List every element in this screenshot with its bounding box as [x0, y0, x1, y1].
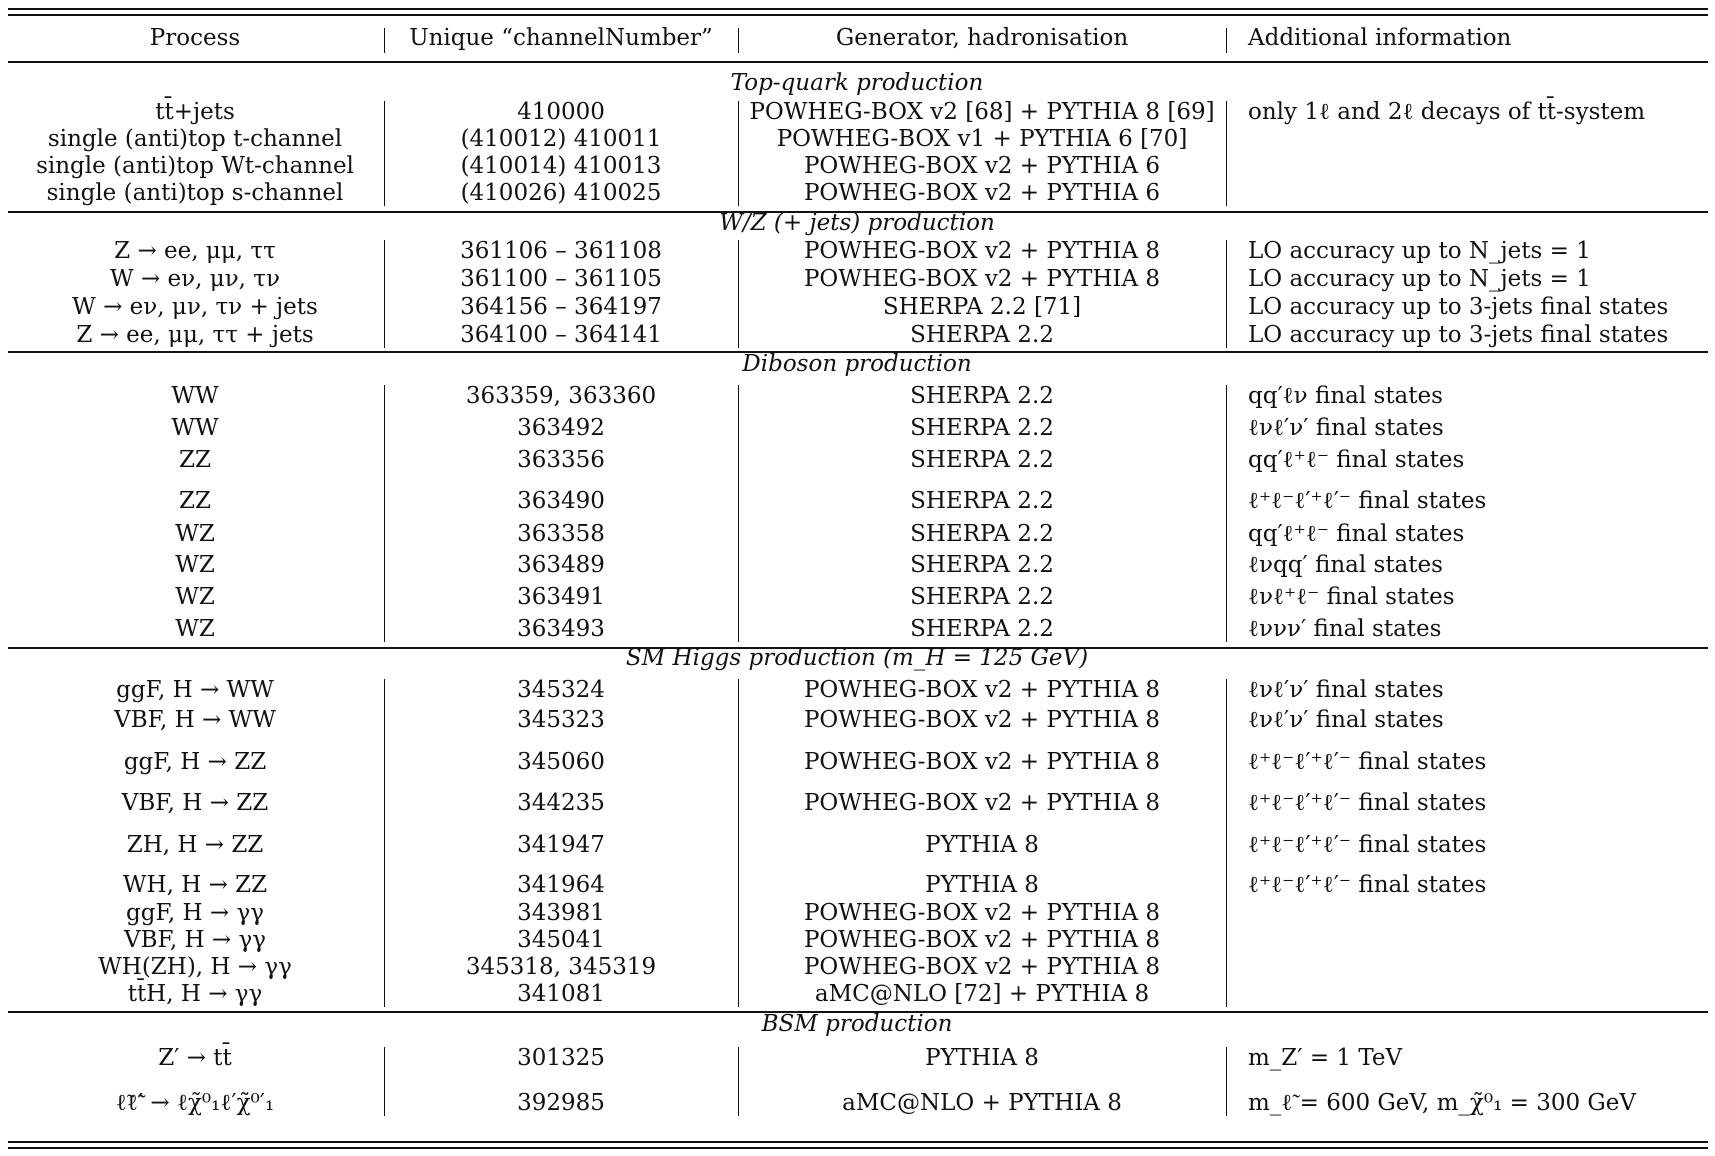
header-channel: Unique “channelNumber”: [409, 25, 713, 51]
top-rule-2: [8, 14, 1708, 16]
cell-process: Z → ee, μμ, ττ + jets: [76, 322, 314, 348]
cell-channel: 345060: [517, 749, 605, 775]
header-sep-1: [384, 28, 385, 53]
cell-process: single (anti)top s-channel: [46, 180, 344, 206]
cell-process: WW: [171, 383, 219, 409]
cell-process: WW: [171, 415, 219, 441]
header-sep-2: [738, 28, 739, 53]
cell-process: ggF, H → WW: [116, 677, 274, 703]
cell-generator: SHERPA 2.2: [910, 552, 1054, 578]
cell-info: qq′ℓ⁺ℓ⁻ final states: [1248, 521, 1465, 547]
cell-process: WZ: [175, 616, 215, 642]
cell-channel: 345323: [517, 707, 605, 733]
cell-process: WZ: [175, 521, 215, 547]
cell-channel: 364156 – 364197: [460, 294, 662, 320]
cell-generator: POWHEG-BOX v2 + PYTHIA 8: [803, 927, 1161, 953]
cell-process: VBF, H → ZZ: [121, 790, 269, 816]
cell-channel: 363490: [517, 488, 605, 514]
cell-process: WH, H → ZZ: [122, 872, 268, 898]
section-title: Top-quark production: [730, 70, 984, 96]
cell-generator: POWHEG-BOX v2 + PYTHIA 8: [803, 707, 1161, 733]
bottom-rule-2: [8, 1147, 1708, 1149]
cell-channel: 361106 – 361108: [460, 238, 662, 264]
cell-info: LO accuracy up to 3-jets final states: [1248, 322, 1669, 348]
cell-generator: POWHEG-BOX v2 [68] + PYTHIA 8 [69]: [749, 99, 1215, 125]
cell-process: WH(ZH), H → γγ: [98, 954, 292, 980]
cell-generator: SHERPA 2.2: [910, 447, 1054, 473]
cell-process: single (anti)top t-channel: [47, 126, 343, 152]
column-separator: [1226, 385, 1227, 642]
cell-channel: 361100 – 361105: [460, 266, 662, 292]
cell-channel: 343981: [517, 900, 605, 926]
section-title: BSM production: [761, 1011, 953, 1037]
cell-info: ℓνℓ⁺ℓ⁻ final states: [1248, 584, 1455, 610]
cell-generator: POWHEG-BOX v2 + PYTHIA 6: [803, 153, 1161, 179]
column-separator: [738, 1047, 739, 1116]
cell-process: ggF, H → γγ: [126, 900, 264, 926]
cell-process: W → eν, μν, τν: [109, 266, 281, 292]
cell-generator: PYTHIA 8: [925, 872, 1039, 898]
header-sep-3: [1226, 28, 1227, 53]
cell-channel: 301325: [517, 1045, 605, 1071]
cell-channel: 344235: [517, 790, 605, 816]
cell-channel: 341947: [517, 832, 605, 858]
column-separator: [384, 240, 385, 348]
header-info: Additional information: [1248, 25, 1512, 51]
cell-generator: PYTHIA 8: [925, 1045, 1039, 1071]
cell-channel: 341964: [517, 872, 605, 898]
cell-generator: aMC@NLO [72] + PYTHIA 8: [814, 981, 1150, 1007]
cell-info: ℓ⁺ℓ⁻ℓ′⁺ℓ′⁻ final states: [1248, 832, 1487, 858]
column-separator: [738, 679, 739, 1007]
cell-channel: 364100 – 364141: [460, 322, 662, 348]
cell-process: ℓ̃ℓ̃′ → ℓχ̃⁰₁ℓ′χ̃⁰′₁: [115, 1090, 275, 1116]
cell-process: VBF, H → γγ: [124, 927, 266, 953]
cell-info: ℓνℓ′ν′ final states: [1248, 677, 1444, 703]
column-separator: [1226, 240, 1227, 348]
cell-channel: 410000: [517, 99, 605, 125]
column-separator: [384, 1047, 385, 1116]
cell-generator: SHERPA 2.2: [910, 616, 1054, 642]
cell-generator: SHERPA 2.2: [910, 383, 1054, 409]
cell-generator: POWHEG-BOX v2 + PYTHIA 6: [803, 180, 1161, 206]
column-separator: [384, 385, 385, 642]
cell-info: m_ℓ̃ = 600 GeV, m_χ̃⁰₁ = 300 GeV: [1248, 1090, 1637, 1116]
cell-info: qq′ℓν final states: [1248, 383, 1443, 409]
cell-info: ℓννν′ final states: [1248, 616, 1442, 642]
cell-generator: POWHEG-BOX v2 + PYTHIA 8: [803, 238, 1161, 264]
column-separator: [1226, 1047, 1227, 1116]
column-separator: [1226, 101, 1227, 206]
cell-info: ℓ⁺ℓ⁻ℓ′⁺ℓ′⁻ final states: [1248, 872, 1487, 898]
cell-channel: 392985: [517, 1090, 605, 1116]
bottom-rule: [8, 1141, 1708, 1143]
top-rule: [8, 8, 1708, 10]
cell-channel: 363356: [517, 447, 605, 473]
cell-channel: 363491: [517, 584, 605, 610]
cell-info: ℓ⁺ℓ⁻ℓ′⁺ℓ′⁻ final states: [1248, 749, 1487, 775]
cell-process: tt̄H, H → γγ: [127, 981, 263, 1007]
cell-generator: POWHEG-BOX v2 + PYTHIA 8: [803, 677, 1161, 703]
column-separator: [738, 240, 739, 348]
cell-process: ZH, H → ZZ: [126, 832, 264, 858]
cell-process: VBF, H → WW: [114, 707, 276, 733]
section-title: Diboson production: [742, 351, 972, 377]
cell-generator: PYTHIA 8: [925, 832, 1039, 858]
cell-generator: POWHEG-BOX v2 + PYTHIA 8: [803, 790, 1161, 816]
cell-process: ZZ: [179, 447, 211, 473]
cell-channel: 363492: [517, 415, 605, 441]
cell-generator: SHERPA 2.2: [910, 521, 1054, 547]
cell-channel: 363358: [517, 521, 605, 547]
column-separator: [738, 385, 739, 642]
header-rule: [8, 61, 1708, 63]
cell-info: only 1ℓ and 2ℓ decays of tt̄-system: [1248, 99, 1646, 125]
cell-channel: (410026) 410025: [460, 180, 662, 206]
cell-process: W → eν, μν, τν + jets: [72, 294, 318, 320]
cell-process: WZ: [175, 552, 215, 578]
cell-generator: SHERPA 2.2 [71]: [882, 294, 1082, 320]
cell-info: ℓνℓ′ν′ final states: [1248, 707, 1444, 733]
cell-generator: POWHEG-BOX v2 + PYTHIA 8: [803, 954, 1161, 980]
cell-process: ZZ: [179, 488, 211, 514]
section-title: W/Z (+ jets) production: [719, 210, 995, 236]
cell-process: Z → ee, μμ, ττ: [114, 238, 276, 264]
cell-generator: SHERPA 2.2: [910, 322, 1054, 348]
cell-process: Z′ → tt̄: [158, 1045, 232, 1071]
cell-channel: 363359, 363360: [465, 383, 657, 409]
cell-channel: 363493: [517, 616, 605, 642]
cell-info: ℓνℓ′ν′ final states: [1248, 415, 1444, 441]
column-separator: [384, 101, 385, 206]
cell-generator: POWHEG-BOX v1 + PYTHIA 6 [70]: [776, 126, 1188, 152]
cell-info: LO accuracy up to N_jets = 1: [1248, 266, 1591, 292]
cell-process: WZ: [175, 584, 215, 610]
cell-generator: aMC@NLO + PYTHIA 8: [842, 1090, 1122, 1116]
column-separator: [384, 679, 385, 1007]
header-process: Process: [149, 25, 241, 51]
header-generator: Generator, hadronisation: [835, 25, 1129, 51]
cell-channel: 341081: [517, 981, 605, 1007]
cell-info: LO accuracy up to N_jets = 1: [1248, 238, 1591, 264]
cell-info: m_Z′ = 1 TeV: [1248, 1045, 1403, 1071]
cell-generator: POWHEG-BOX v2 + PYTHIA 8: [803, 900, 1161, 926]
cell-channel: 345318, 345319: [465, 954, 657, 980]
cell-info: ℓνqq′ final states: [1248, 552, 1443, 578]
cell-info: ℓ⁺ℓ⁻ℓ′⁺ℓ′⁻ final states: [1248, 790, 1487, 816]
cell-generator: POWHEG-BOX v2 + PYTHIA 8: [803, 266, 1161, 292]
cell-process: ggF, H → ZZ: [123, 749, 267, 775]
cell-channel: 363489: [517, 552, 605, 578]
section-title: SM Higgs production (m_H = 125 GeV): [625, 645, 1089, 671]
cell-generator: POWHEG-BOX v2 + PYTHIA 8: [803, 749, 1161, 775]
column-separator: [738, 101, 739, 206]
cell-info: qq′ℓ⁺ℓ⁻ final states: [1248, 447, 1465, 473]
cell-info: LO accuracy up to 3-jets final states: [1248, 294, 1669, 320]
cell-channel: 345041: [517, 927, 605, 953]
cell-generator: SHERPA 2.2: [910, 584, 1054, 610]
cell-generator: SHERPA 2.2: [910, 488, 1054, 514]
cell-info: ℓ⁺ℓ⁻ℓ′⁺ℓ′⁻ final states: [1248, 488, 1487, 514]
cell-channel: (410012) 410011: [460, 126, 662, 152]
cell-channel: (410014) 410013: [460, 153, 662, 179]
cell-generator: SHERPA 2.2: [910, 415, 1054, 441]
cell-channel: 345324: [517, 677, 605, 703]
cell-process: tt̄+jets: [155, 99, 235, 125]
cell-process: single (anti)top Wt-channel: [36, 153, 354, 179]
column-separator: [1226, 679, 1227, 1007]
